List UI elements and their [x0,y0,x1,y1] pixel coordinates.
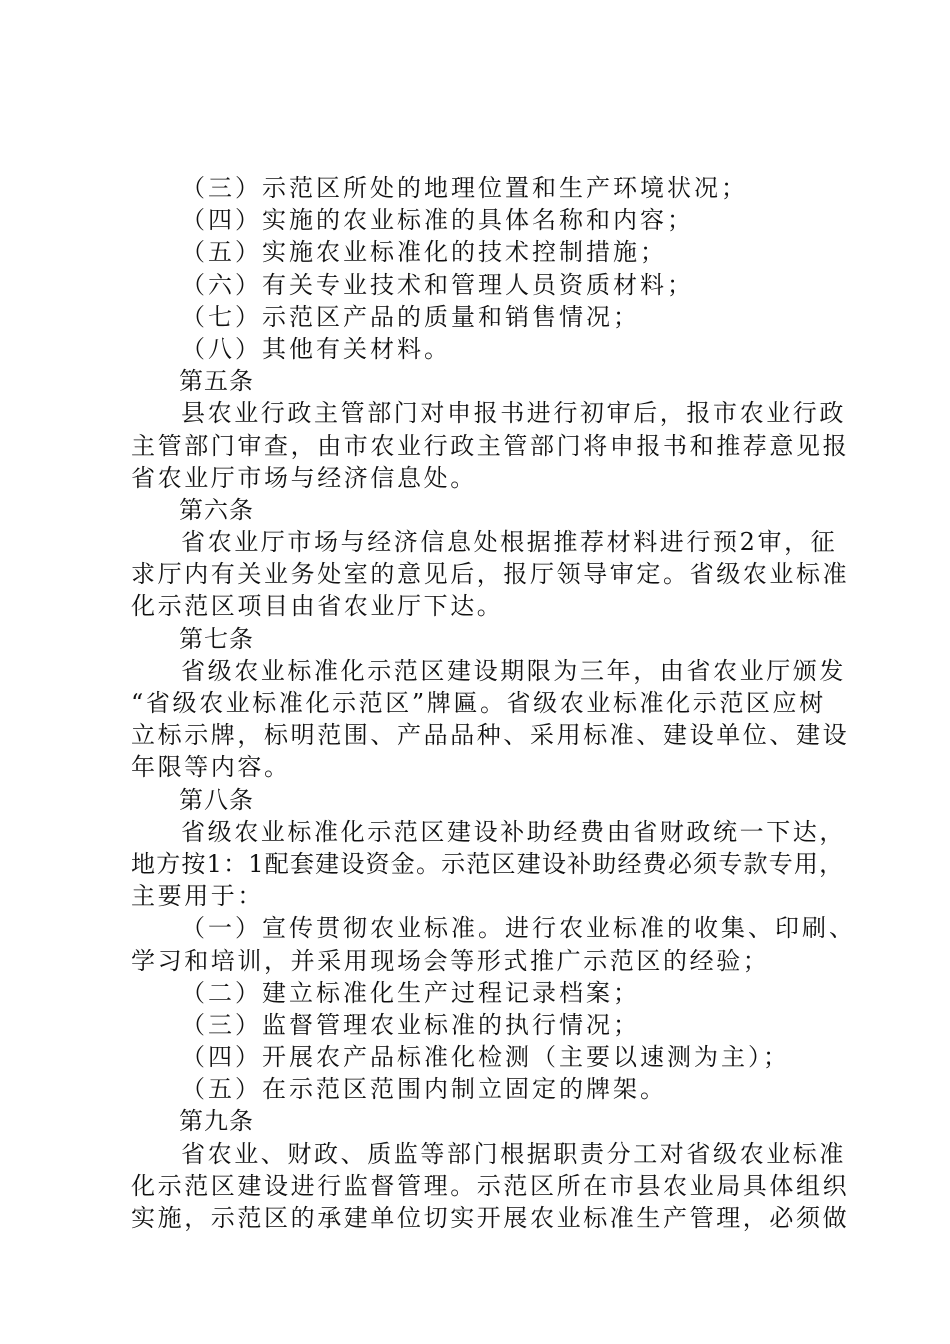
list-item: （八）其他有关材料。 [181,334,451,363]
paragraph-line: “省级农业标准化示范区”牌匾。省级农业标准化示范区应树 [131,689,826,717]
paragraph-line: 主管部门审查，由市农业行政主管部门将申报书和推荐意见报 [131,431,850,460]
paragraph-line: 年限等内容。 [131,753,291,782]
list-item: （七）示范区产品的质量和销售情况； [181,302,640,331]
list-item: （四）实施的农业标准的具体名称和内容； [181,206,694,235]
list-item: （五）实施农业标准化的技术控制措施； [181,238,667,267]
paragraph-line: 省级农业标准化示范区建设期限为三年，由省农业厅颁发 [181,656,846,685]
paragraph-line: 省农业、财政、质监等部门根据职责分工对省级农业标准 [181,1139,846,1168]
paragraph-line: 学习和培训，并采用现场会等形式推广示范区的经验； [131,946,770,975]
document-body [131,172,856,1234]
article-heading: 第五条 [179,367,254,396]
paragraph-line: 立标示牌，标明范围、产品品种、采用标准、建设单位、建设 [131,721,850,750]
paragraph-line: 省农业厅市场与经济信息处。 [131,463,477,492]
list-item: （三）监督管理农业标准的执行情况； [181,1010,640,1039]
paragraph-line: 主要用于： [131,882,264,911]
list-item: （三）示范区所处的地理位置和生产环境状况； [181,174,748,202]
paragraph-line: 化示范区项目由省农业厅下达。 [131,592,504,621]
list-item: （一）宣传贯彻农业标准。进行农业标准的收集、印刷、 [181,914,856,943]
paragraph-line: 求厅内有关业务处室的意见后，报厅领导审定。省级农业标准 [131,560,850,589]
list-item: （四）开展农产品标准化检测（主要以速测为主）； [181,1043,790,1072]
article-heading: 第八条 [179,785,254,814]
article-heading: 第六条 [179,495,254,524]
paragraph-line: 县农业行政主管部门对申报书进行初审后，报市农业行政 [181,399,846,428]
paragraph-line: 省农业厅市场与经济信息处根据推荐材料进行预2审，征 [181,528,838,557]
list-item: （二）建立标准化生产过程记录档案； [181,978,640,1007]
list-item: （五）在示范区范围内制立固定的牌架。 [181,1075,667,1104]
article-heading: 第七条 [179,624,254,653]
paragraph-line: 实施，示范区的承建单位切实开展农业标准生产管理，必须做 [131,1204,850,1232]
paragraph-line: 省级农业标准化示范区建设补助经费由省财政统一下达， [181,817,846,846]
article-heading: 第九条 [179,1107,254,1136]
list-item: （六）有关专业技术和管理人员资质材料； [181,270,694,299]
paragraph-line: 化示范区建设进行监督管理。示范区所在市县农业局具体组织 [131,1171,850,1200]
paragraph-line: 地方按1：1配套建设资金。示范区建设补助经费必须专款专用， [131,849,845,878]
